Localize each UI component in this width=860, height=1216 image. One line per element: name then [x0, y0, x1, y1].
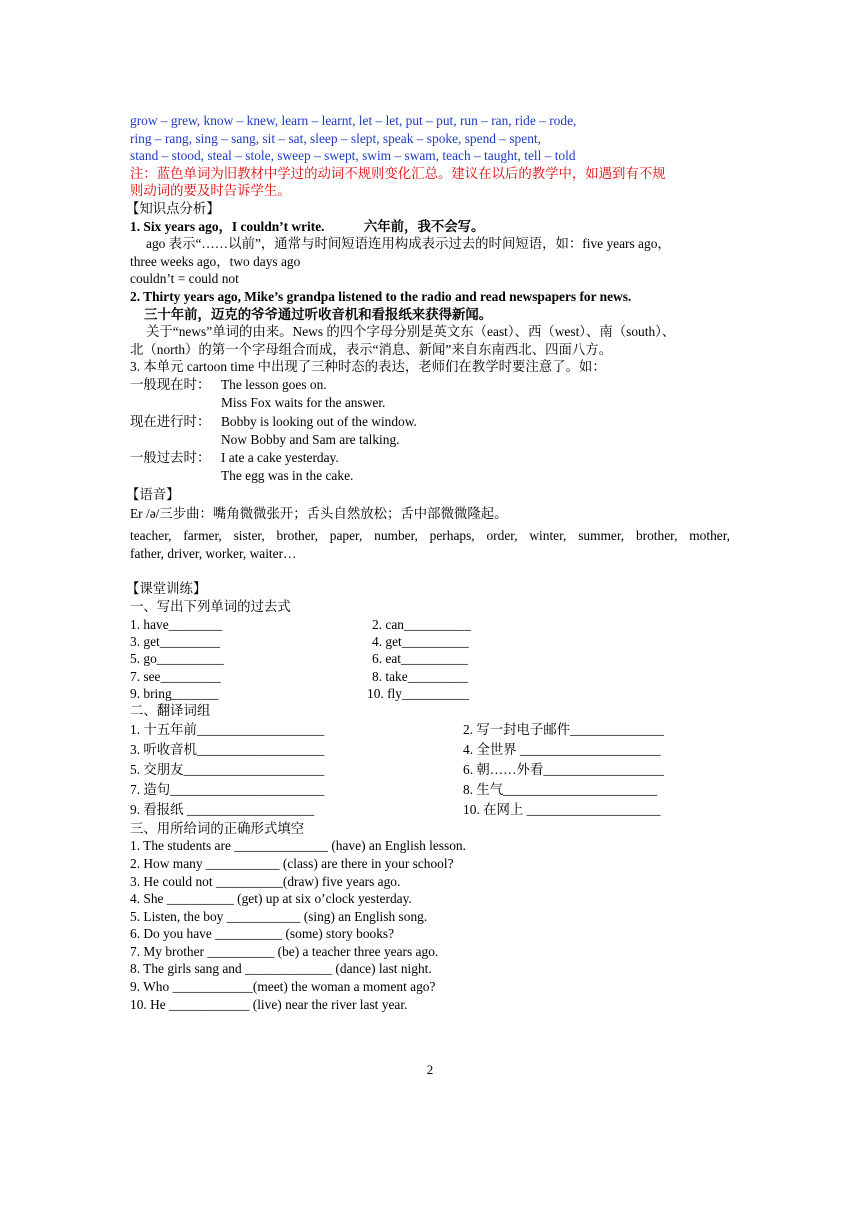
exercise-item: 10. 在网上 ____________________ — [463, 801, 661, 817]
exercise-item: 8. 生气_______________________ — [463, 781, 658, 797]
k1-explanation: ago 表示“……以前”，通常与时间短语连用构成表示过去的时间短语，如：five years ago， — [146, 236, 671, 252]
exercise-item: 7. see_________ — [130, 668, 221, 684]
tense-example: Bobby is looking out of the window. — [221, 413, 417, 429]
verb-list-line: stand – stood, steal – stole, sweep – swept, swim – swam, teach – taught, tell – told — [130, 148, 576, 164]
exercise-row — [130, 780, 730, 800]
k1-chinese: 六年前，我不会写。 — [363, 218, 485, 234]
exercise-item: 9. bring_______ — [130, 685, 219, 701]
part2-title: 二、翻译词组 — [130, 703, 211, 719]
tense-label: 一般现在时： — [130, 376, 211, 392]
exercise-item: 3. 听收音机___________________ — [130, 741, 325, 757]
part3-title: 三、用所给词的正确形式填空 — [130, 820, 305, 836]
exercise-row — [130, 616, 730, 633]
knowledge-point-2: 2. Thirty years ago, Mike’s grandpa listened to the radio and read newspapers for news. — [130, 288, 632, 304]
fill-blank-item: 10. He ____________ (live) near the river last year. — [130, 996, 408, 1012]
k1-contraction: couldn’t = could not — [130, 271, 239, 287]
page-number: 2 — [426, 1062, 434, 1077]
exercise-item: 6. 朝……外看__________________ — [463, 761, 664, 777]
fill-blank-item: 9. Who ____________(meet) the woman a moment ago? — [130, 979, 436, 995]
exercise-row — [130, 633, 730, 650]
k2-chinese: 三十年前，迈克的爷爷通过听收音机和看报纸来获得新闻。 — [144, 306, 493, 322]
fill-blank-item: 7. My brother __________ (be) a teacher three years ago. — [130, 943, 439, 959]
section-heading-knowledge: 【知识点分析】 — [126, 200, 220, 216]
k1-english: 1. Six years ago，I couldn’t write. — [130, 218, 325, 234]
knowledge-point-1 — [130, 218, 730, 236]
tense-row — [130, 467, 730, 485]
part2-exercises — [130, 720, 730, 820]
tense-example: I ate a cake yesterday. — [221, 450, 339, 466]
teacher-note: 则动词的要及时告诉学生。 — [130, 183, 291, 199]
tense-row — [130, 449, 730, 467]
exercise-row — [130, 740, 730, 760]
verb-list-line: ring – rang, sing – sang, sit – sat, sleep – slept, speak – spoke, spend – spent, — [130, 130, 541, 146]
tense-example: Miss Fox waits for the answer. — [221, 395, 386, 411]
tense-row — [130, 431, 730, 449]
part3-exercises — [130, 837, 730, 1013]
fill-blank-item: 5. Listen, the boy ___________ (sing) an English song. — [130, 908, 428, 924]
exercise-row — [130, 800, 730, 820]
exercise-item: 7. 造句_______________________ — [130, 781, 325, 797]
exercise-item: 8. take_________ — [372, 668, 468, 684]
phonics-rule: Er /ə/三步曲：嘴角微微张开；舌头自然放松；舌中部微微隆起。 — [130, 506, 508, 522]
exercise-item: 6. eat__________ — [372, 651, 468, 667]
teacher-note: 注：蓝色单词为旧教材中学过的动词不规则变化汇总。建议在以后的教学中，如遇到有不规 — [130, 165, 666, 181]
exercise-item: 1. have________ — [130, 616, 223, 632]
fill-blank-item: 8. The girls sang and _____________ (dance) last night. — [130, 961, 432, 977]
document-page — [126, 112, 730, 1013]
tense-examples — [130, 376, 730, 486]
exercise-item: 5. go__________ — [130, 651, 224, 667]
fill-blank-item: 4. She __________ (get) up at six o’clock yesterday. — [130, 891, 412, 907]
verb-list-line: grow – grew, know – knew, learn – learnt, let – let, put – put, run – ran, ride – rode, — [130, 113, 577, 128]
fill-blank-item: 1. The students are ______________ (have) an English lesson. — [130, 838, 466, 854]
k1-examples: three weeks ago，two days ago — [130, 253, 301, 269]
exercise-item: 1. 十五年前___________________ — [130, 721, 325, 737]
exercise-item: 4. 全世界 _____________________ — [463, 741, 661, 757]
exercise-row — [130, 685, 730, 702]
fill-blank-item: 2. How many ___________ (class) are there in your school? — [130, 855, 454, 871]
phonics-words-cont: father, driver, worker, waiter… — [130, 545, 297, 561]
fill-blank-item: 6. Do you have __________ (some) story books? — [130, 926, 395, 942]
tense-example: The egg was in the cake. — [221, 468, 354, 484]
exercise-item: 9. 看报纸 ___________________ — [130, 801, 315, 817]
tense-example: The lesson goes on. — [221, 376, 327, 392]
fill-blank-item: 3. He could not __________(draw) five years ago. — [130, 873, 401, 889]
tense-label: 现在进行时： — [130, 413, 211, 429]
part1-exercises — [130, 616, 730, 702]
exercise-item: 10. fly__________ — [367, 685, 469, 701]
exercise-item: 4. get__________ — [372, 633, 469, 649]
exercise-item: 2. 写一封电子邮件______________ — [463, 721, 664, 737]
exercise-row — [130, 650, 730, 667]
exercise-row — [130, 760, 730, 780]
tense-example: Now Bobby and Sam are talking. — [221, 431, 400, 447]
phonics-words: teacher, farmer, sister, brother, paper, number, perhaps, order, winter, summer, brother, mother, — [130, 528, 730, 544]
tense-row — [130, 394, 730, 412]
tense-row — [130, 413, 730, 431]
knowledge-point-3: 3. 本单元 cartoon time 中出现了三种时态的表达，老师们在教学时要注意了。如： — [130, 359, 606, 375]
exercise-item: 5. 交朋友_____________________ — [130, 761, 325, 777]
k2-explanation-cont: 北（north）的第一个字母组合而成，表示“消息、新闻”来自东南西北、四面八方。 — [130, 341, 613, 357]
tense-row — [130, 376, 730, 394]
k2-explanation: 关于“news”单词的由来。News 的四个字母分别是英文东（east）、西（west）、南（south）、 — [146, 324, 676, 340]
section-heading-practice: 【课堂训练】 — [126, 581, 207, 597]
exercise-item: 2. can__________ — [372, 616, 471, 632]
exercise-row — [130, 668, 730, 685]
exercise-row — [130, 720, 730, 740]
exercise-item: 3. get_________ — [130, 633, 221, 649]
section-heading-phonics: 【语音】 — [126, 486, 180, 502]
tense-label: 一般过去时： — [130, 450, 211, 466]
part1-title: 一、写出下列单词的过去式 — [130, 599, 291, 615]
